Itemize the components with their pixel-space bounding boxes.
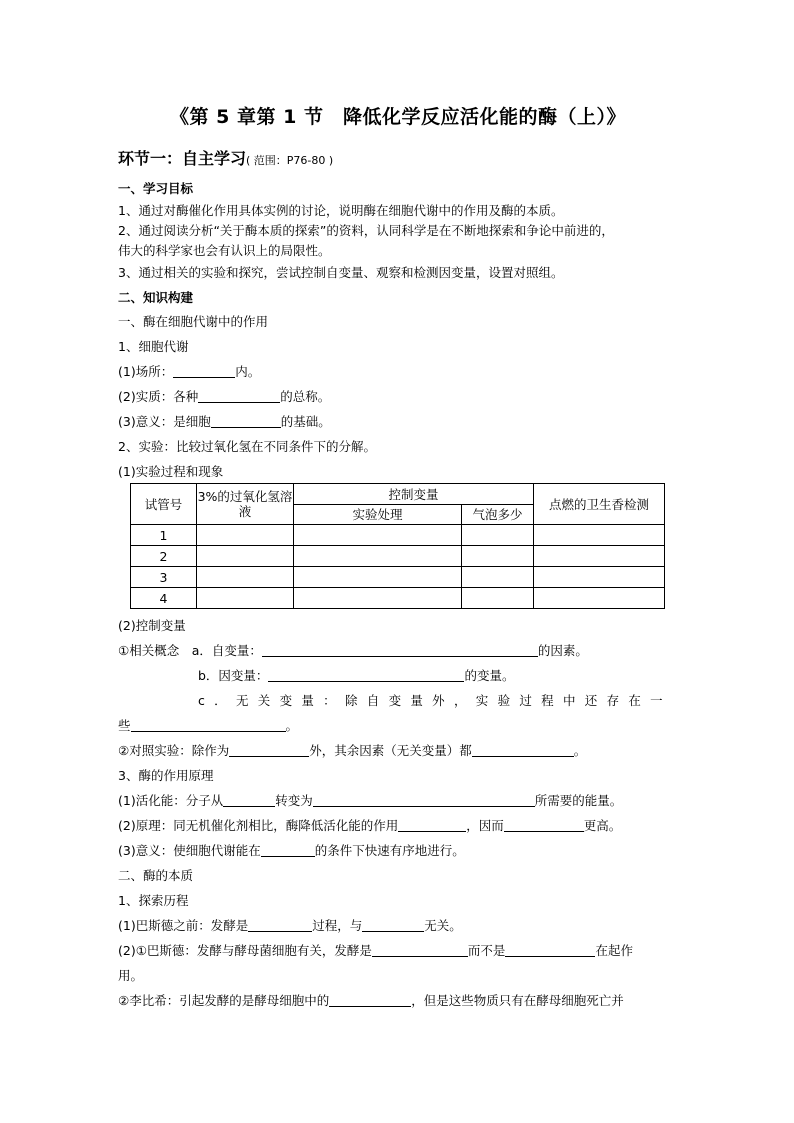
fill-blank[interactable] <box>173 364 235 378</box>
dependent-variable-line: b．因变量： 的变量。 <box>198 668 515 683</box>
table-row-number: 4 <box>131 588 197 609</box>
knowledge-heading: 二、知识构建 <box>118 290 194 305</box>
fill-blank[interactable] <box>268 668 464 682</box>
fill-blank[interactable] <box>261 843 315 857</box>
fill-blank[interactable] <box>329 993 411 1007</box>
table-cell[interactable] <box>294 525 462 546</box>
table-row-number: 1 <box>131 525 197 546</box>
meaning-line: (3)意义：是细胞 的基础。 <box>118 414 331 429</box>
header-treatment: 实验处理 <box>294 505 462 525</box>
table-cell[interactable] <box>197 567 294 588</box>
irrelevant-variable-line: c．无关变量：除自变量外，实验过程中还存在一 <box>198 693 672 708</box>
essence-line: (2)实质：各种 的总称。 <box>118 389 331 404</box>
significance-line: (3)意义：使细胞代谢能在 的条件下快速有序地进行。 <box>118 843 465 858</box>
fill-blank[interactable] <box>472 743 574 757</box>
fill-blank[interactable] <box>131 718 286 732</box>
table-cell[interactable] <box>534 588 665 609</box>
control-experiment-line: ②对照实验：除作为 外，其余因素（无关变量）都 。 <box>118 743 587 758</box>
fill-blank[interactable] <box>198 389 280 403</box>
process-heading: (1)实验过程和现象 <box>118 464 224 479</box>
fill-blank[interactable] <box>505 943 595 957</box>
table-row-number: 3 <box>131 567 197 588</box>
irrelevant-variable-line-2: 些 。 <box>118 718 299 733</box>
liebig-line: ②李比希：引起发酵的是酵母细胞中的 ，但是这些物质只有在酵母细胞死亡并 <box>118 993 624 1008</box>
objectives-heading: 一、学习目标 <box>118 181 194 196</box>
part1-heading: 一、酶在细胞代谢中的作用 <box>118 314 269 329</box>
table-cell[interactable] <box>462 525 534 546</box>
metabolism-heading: 1、细胞代谢 <box>118 339 189 354</box>
mechanism-line: (2)原理：同无机催化剂相比，酶降低活化能的作用 ，因而 更高。 <box>118 818 622 833</box>
table-cell[interactable] <box>534 567 665 588</box>
fill-blank[interactable] <box>398 818 466 832</box>
independent-variable-line: ①相关概念 a．自变量： 的因素。 <box>118 643 588 658</box>
header-control-variable: 控制变量 <box>294 484 534 505</box>
table-row-number: 2 <box>131 546 197 567</box>
table-cell[interactable] <box>294 588 462 609</box>
fill-blank[interactable] <box>229 743 309 757</box>
header-h2o2: 3%的过氧化氢溶液 <box>197 484 294 525</box>
table-cell[interactable] <box>534 525 665 546</box>
table-cell[interactable] <box>197 525 294 546</box>
fill-blank[interactable] <box>262 643 538 657</box>
objective-item: 3、通过相关的实验和探究，尝试控制自变量、观察和检测因变量，设置对照组。 <box>118 265 564 280</box>
objective-item: 伟大的科学家也会有认识上的局限性。 <box>118 243 331 258</box>
history-heading: 1、探索历程 <box>118 893 189 908</box>
section-label: 环节一：自主学习 <box>118 149 247 168</box>
page-title: 《第 5 章第 1 节 降低化学反应活化能的酶（上）》 <box>170 106 626 128</box>
table-cell[interactable] <box>462 567 534 588</box>
table-cell[interactable] <box>197 588 294 609</box>
objective-item: 2、通过阅读分析“关于酶本质的探索”的资料，认同科学是在不断地探索和争论中前进的， <box>118 223 614 238</box>
table-cell[interactable] <box>462 546 534 567</box>
fill-blank[interactable] <box>223 793 275 807</box>
nature-heading: 二、酶的本质 <box>118 868 194 883</box>
activation-energy-line: (1)活化能：分子从 转变为 所需要的能量。 <box>118 793 623 808</box>
table-cell[interactable] <box>462 588 534 609</box>
fill-blank[interactable] <box>504 818 584 832</box>
place-line: (1)场所： 内。 <box>118 364 261 379</box>
fill-blank[interactable] <box>211 414 281 428</box>
table-cell[interactable] <box>294 567 462 588</box>
header-tube: 试管号 <box>131 484 197 525</box>
fill-blank[interactable] <box>313 793 535 807</box>
header-detect: 点燃的卫生香检测 <box>534 484 665 525</box>
table-cell[interactable] <box>197 546 294 567</box>
experiment-table <box>130 483 665 609</box>
table-cell[interactable] <box>534 546 665 567</box>
header-bubbles: 气泡多少 <box>462 505 534 525</box>
experiment-heading: 2、实验：比较过氧化氢在不同条件下的分解。 <box>118 439 376 454</box>
pasteur-line-cont: 用。 <box>118 968 144 983</box>
section-range: ( 范围：P76-80 ) <box>246 154 334 167</box>
principle-heading: 3、酶的作用原理 <box>118 768 214 783</box>
pre-pasteur-line: (1)巴斯德之前：发酵是 过程，与 无关。 <box>118 918 462 933</box>
fill-blank[interactable] <box>248 918 312 932</box>
section-self-study <box>118 146 333 169</box>
objective-item: 1、通过对酶催化作用具体实例的讨论，说明酶在细胞代谢中的作用及酶的本质。 <box>118 203 564 218</box>
table-cell[interactable] <box>294 546 462 567</box>
variables-heading: (2)控制变量 <box>118 618 186 633</box>
pasteur-line: (2)①巴斯德：发酵与酵母菌细胞有关，发酵是 而不是 在起作 <box>118 943 633 958</box>
fill-blank[interactable] <box>372 943 468 957</box>
fill-blank[interactable] <box>362 918 424 932</box>
